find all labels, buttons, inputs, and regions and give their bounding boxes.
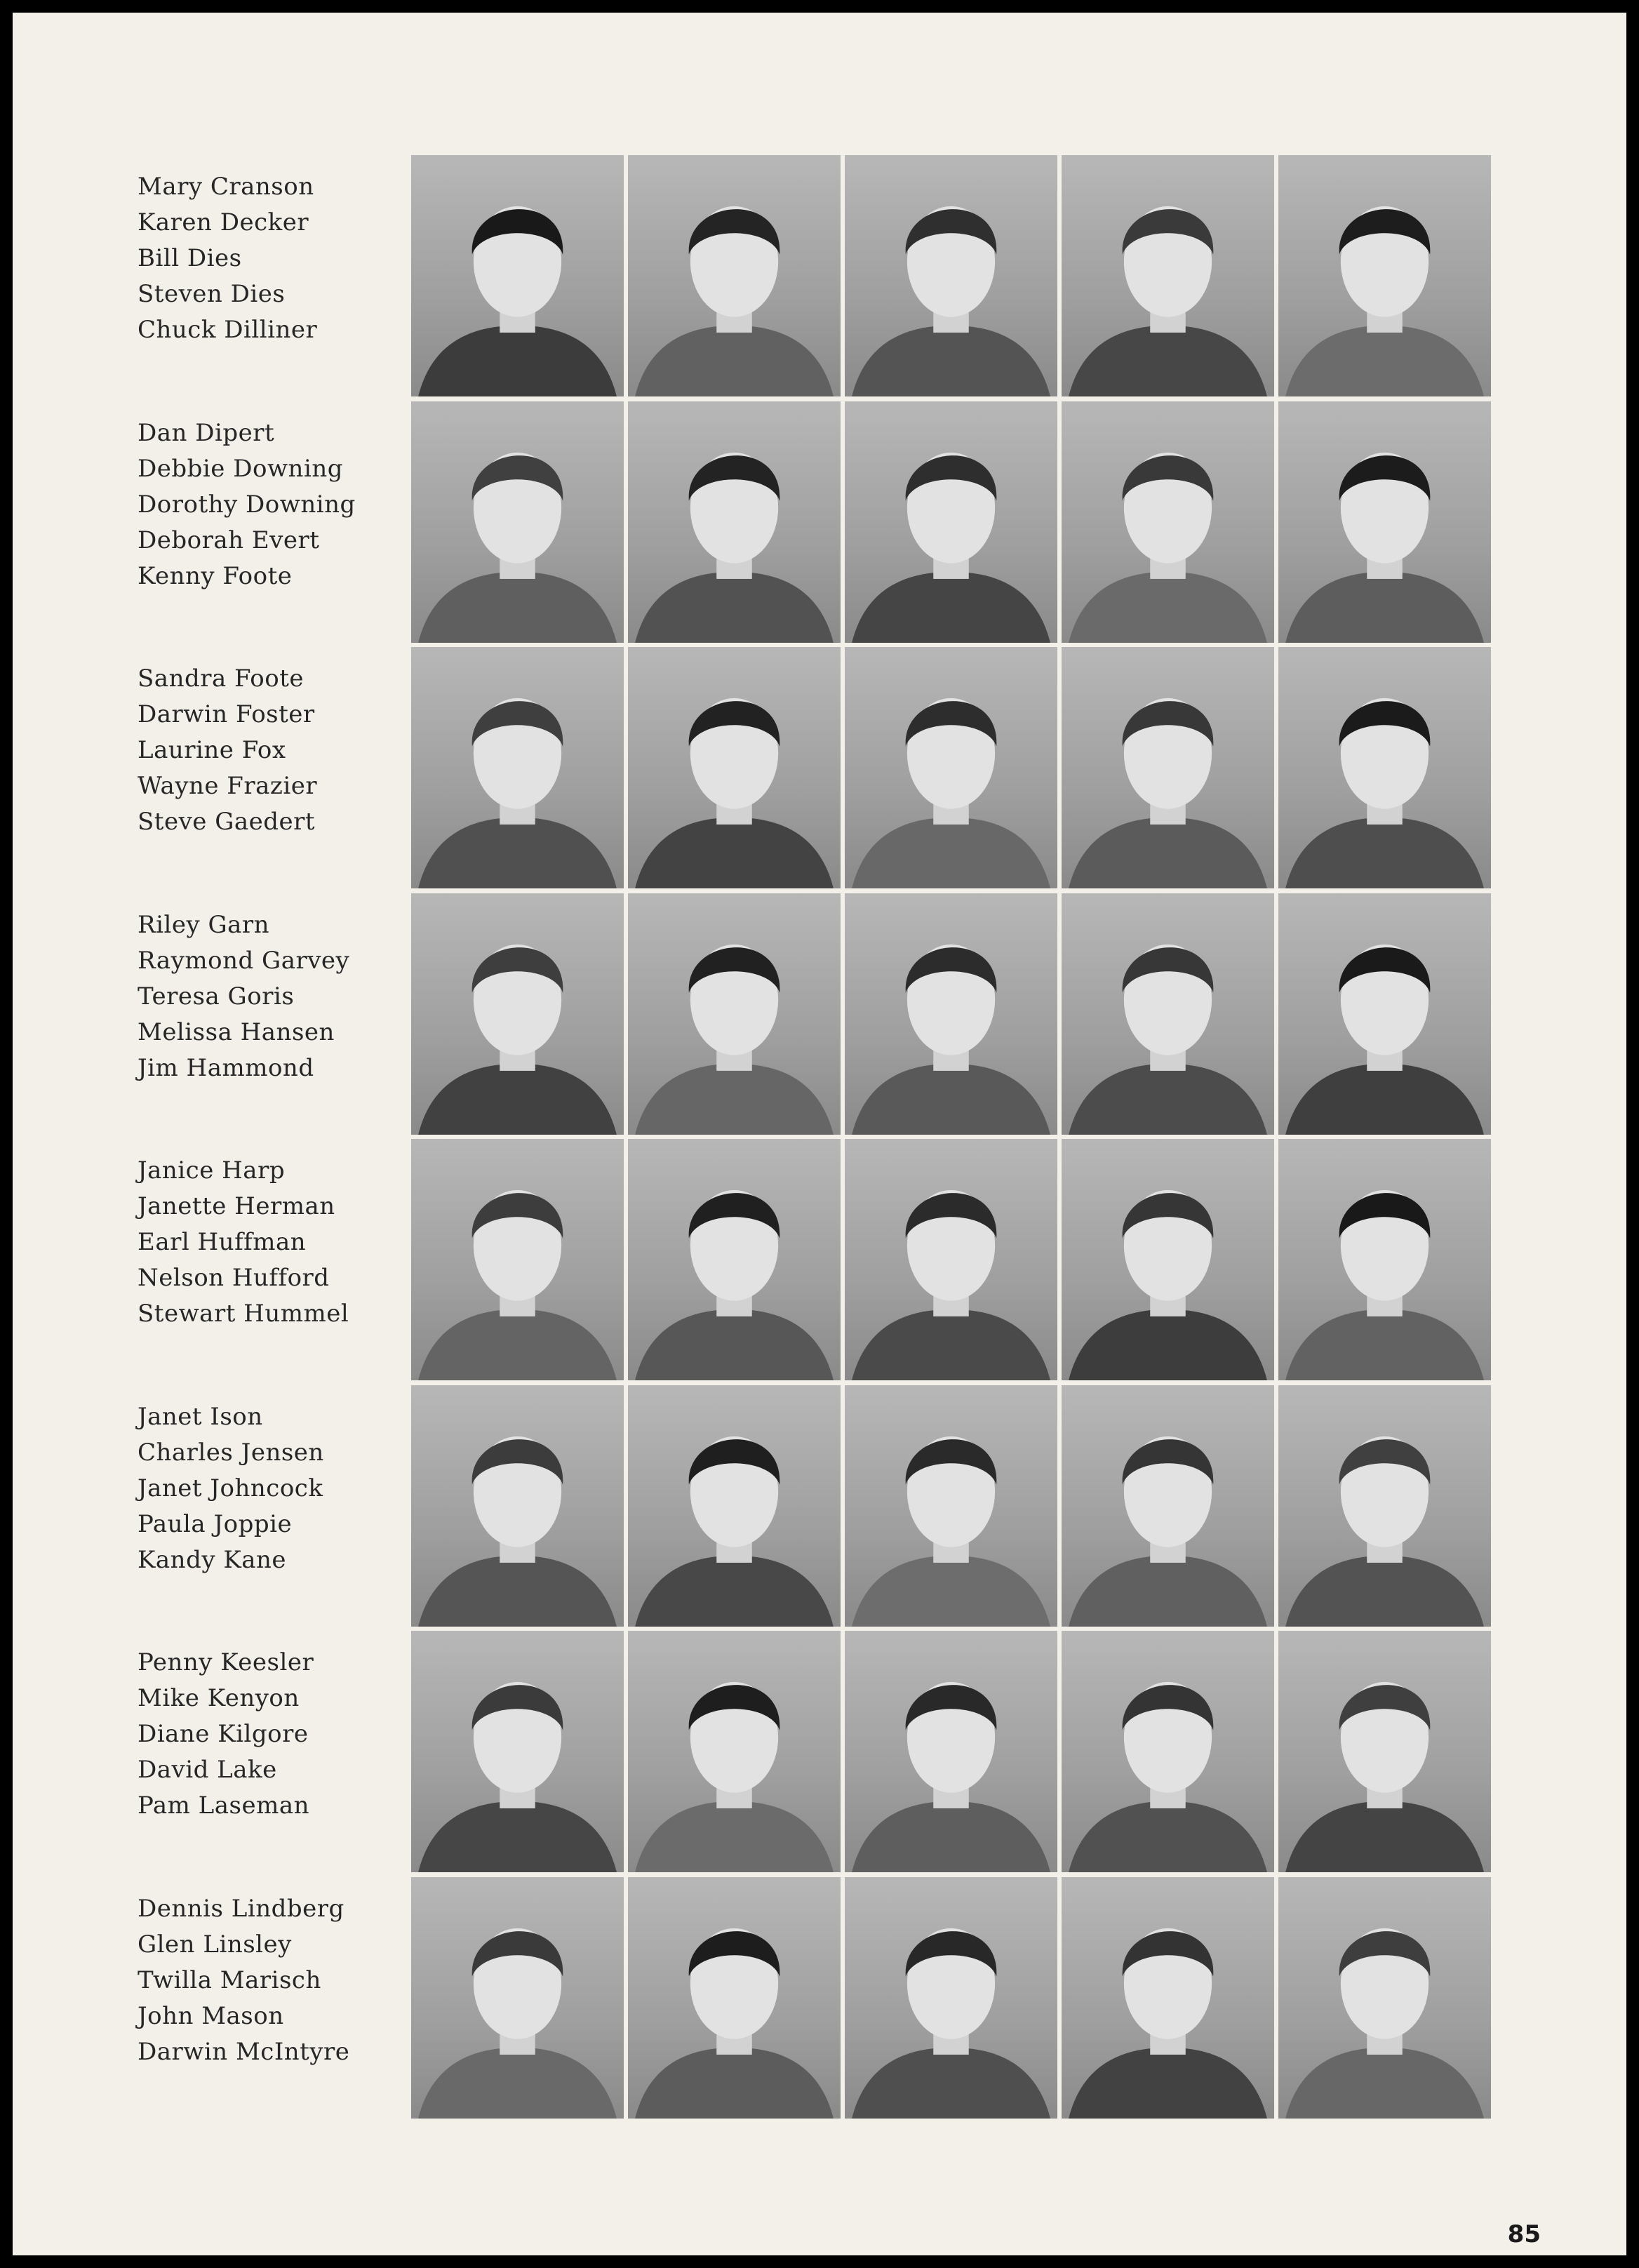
portrait-silhouette-icon [411, 1631, 624, 1872]
portrait-silhouette-icon [845, 1385, 1057, 1627]
student-name: Laurine Fox [138, 736, 286, 764]
portrait-silhouette-icon [628, 647, 841, 888]
student-portrait [1278, 893, 1491, 1135]
portrait-silhouette-icon [1278, 1877, 1491, 2119]
student-name: Steven Dies [138, 280, 286, 308]
student-name: Janet Ison [138, 1402, 263, 1431]
portrait-silhouette-icon [628, 1385, 841, 1627]
student-name-list [138, 1645, 404, 1824]
portrait-silhouette-icon [411, 1385, 624, 1627]
portrait-silhouette-icon [1278, 401, 1491, 643]
portrait-silhouette-icon [845, 401, 1057, 643]
student-portrait [845, 1385, 1057, 1627]
student-name-list [138, 1153, 404, 1332]
student-name: Sandra Foote [138, 665, 305, 693]
student-portrait [628, 893, 841, 1135]
student-name: Janet Johncock [138, 1474, 323, 1502]
student-name: Riley Garn [138, 910, 270, 939]
student-name-list [138, 1891, 404, 2070]
portrait-silhouette-icon [1278, 647, 1491, 888]
roster-row [13, 155, 1626, 399]
student-name: Bill Dies [138, 244, 242, 272]
student-portrait [411, 1385, 624, 1627]
student-name: Darwin McIntyre [138, 2037, 350, 2066]
student-portrait [1062, 155, 1274, 396]
portrait-silhouette-icon [1062, 155, 1274, 396]
page-sheet [13, 13, 1626, 2255]
portrait-silhouette-icon [845, 647, 1057, 888]
portrait-silhouette-icon [628, 1139, 841, 1380]
student-name: Wayne Frazier [138, 772, 318, 800]
student-portrait [845, 1631, 1057, 1872]
student-portrait [845, 155, 1057, 396]
student-name-list [138, 661, 404, 840]
student-name: Raymond Garvey [138, 946, 350, 975]
portrait-silhouette-icon [628, 1631, 841, 1872]
portrait-silhouette-icon [1278, 1385, 1491, 1627]
portrait-silhouette-icon [845, 893, 1057, 1135]
student-name: John Mason [138, 2001, 284, 2030]
portrait-silhouette-icon [845, 1631, 1057, 1872]
student-name: Jim Hammond [138, 1053, 314, 1082]
student-name: Nelson Hufford [138, 1264, 330, 1292]
student-portrait [628, 647, 841, 888]
student-name: Steve Gaedert [138, 808, 316, 836]
portrait-silhouette-icon [845, 155, 1057, 396]
student-portrait [1062, 1631, 1274, 1872]
portrait-silhouette-icon [1062, 1139, 1274, 1380]
student-portrait [1278, 401, 1491, 643]
student-portrait [411, 401, 624, 643]
student-portrait [628, 1631, 841, 1872]
portrait-silhouette-icon [411, 155, 624, 396]
student-name: Dennis Lindberg [138, 1894, 344, 1923]
student-name: Melissa Hansen [138, 1018, 335, 1046]
student-name: Janice Harp [138, 1156, 286, 1185]
student-portrait [845, 647, 1057, 888]
student-portrait [1062, 1877, 1274, 2119]
student-portrait [1062, 401, 1274, 643]
student-name: Mike Kenyon [138, 1684, 300, 1712]
student-portrait [1278, 155, 1491, 396]
roster-row [13, 647, 1626, 891]
roster-row [13, 1139, 1626, 1383]
portrait-silhouette-icon [1062, 647, 1274, 888]
student-portrait [1278, 1631, 1491, 1872]
portrait-silhouette-icon [628, 1877, 841, 2119]
student-name-list [138, 169, 404, 348]
portrait-silhouette-icon [1062, 401, 1274, 643]
student-name: Mary Cranson [138, 173, 314, 201]
student-name: Charles Jensen [138, 1438, 324, 1467]
portrait-silhouette-icon [628, 401, 841, 643]
student-portrait [845, 893, 1057, 1135]
portrait-silhouette-icon [628, 155, 841, 396]
student-name-list [138, 1399, 404, 1578]
student-name: Chuck Dilliner [138, 316, 318, 344]
student-portrait [628, 1139, 841, 1380]
portrait-silhouette-icon [1062, 1631, 1274, 1872]
student-portrait [845, 1877, 1057, 2119]
portrait-silhouette-icon [411, 893, 624, 1135]
student-name: Stewart Hummel [138, 1300, 349, 1328]
student-portrait [628, 155, 841, 396]
student-name: Deborah Evert [138, 526, 320, 554]
roster-row [13, 893, 1626, 1138]
student-portrait [411, 1877, 624, 2119]
portrait-silhouette-icon [845, 1877, 1057, 2119]
student-name: Pam Laseman [138, 1792, 309, 1820]
portrait-silhouette-icon [1278, 1139, 1491, 1380]
student-name: Debbie Downing [138, 454, 343, 483]
student-name: David Lake [138, 1756, 277, 1784]
student-portrait [1278, 1139, 1491, 1380]
student-portrait [1278, 1877, 1491, 2119]
portrait-silhouette-icon [1062, 893, 1274, 1135]
student-portrait [411, 647, 624, 888]
student-portrait [1062, 1139, 1274, 1380]
student-portrait [628, 1877, 841, 2119]
student-name: Diane Kilgore [138, 1720, 309, 1748]
student-portrait [1278, 647, 1491, 888]
roster-row [13, 401, 1626, 646]
portrait-silhouette-icon [411, 1877, 624, 2119]
student-name: Kandy Kane [138, 1545, 287, 1574]
student-name: Kenny Foote [138, 561, 293, 590]
portrait-silhouette-icon [411, 1139, 624, 1380]
portrait-silhouette-icon [1278, 155, 1491, 396]
student-portrait [1062, 647, 1274, 888]
portrait-silhouette-icon [1062, 1385, 1274, 1627]
roster-row [13, 1631, 1626, 1875]
student-portrait [411, 1631, 624, 1872]
student-portrait [845, 401, 1057, 643]
roster-row [13, 1877, 1626, 2121]
student-name-list [138, 907, 404, 1086]
student-portrait [411, 155, 624, 396]
portrait-silhouette-icon [845, 1139, 1057, 1380]
student-portrait [1062, 1385, 1274, 1627]
student-name: Twilla Marisch [138, 1966, 321, 1994]
portrait-silhouette-icon [1278, 1631, 1491, 1872]
student-name: Glen Linsley [138, 1930, 292, 1959]
student-portrait [411, 1139, 624, 1380]
student-name: Janette Herman [138, 1192, 335, 1220]
roster-row [13, 1385, 1626, 1629]
student-name: Dan Dipert [138, 418, 275, 447]
student-name: Earl Huffman [138, 1228, 307, 1256]
student-portrait [845, 1139, 1057, 1380]
student-name: Penny Keesler [138, 1648, 314, 1676]
student-name: Dorothy Downing [138, 490, 356, 519]
student-name: Karen Decker [138, 208, 309, 236]
portrait-silhouette-icon [411, 647, 624, 888]
portrait-silhouette-icon [1278, 893, 1491, 1135]
portrait-silhouette-icon [628, 893, 841, 1135]
page-number: 85 [1507, 2220, 1541, 2248]
portrait-silhouette-icon [411, 401, 624, 643]
student-name: Darwin Foster [138, 700, 315, 728]
student-name-list [138, 415, 404, 594]
student-portrait [411, 893, 624, 1135]
student-name: Paula Joppie [138, 1509, 293, 1538]
student-name: Teresa Goris [138, 982, 295, 1010]
student-portrait [628, 1385, 841, 1627]
student-portrait [628, 401, 841, 643]
portrait-silhouette-icon [1062, 1877, 1274, 2119]
student-portrait [1278, 1385, 1491, 1627]
student-portrait [1062, 893, 1274, 1135]
